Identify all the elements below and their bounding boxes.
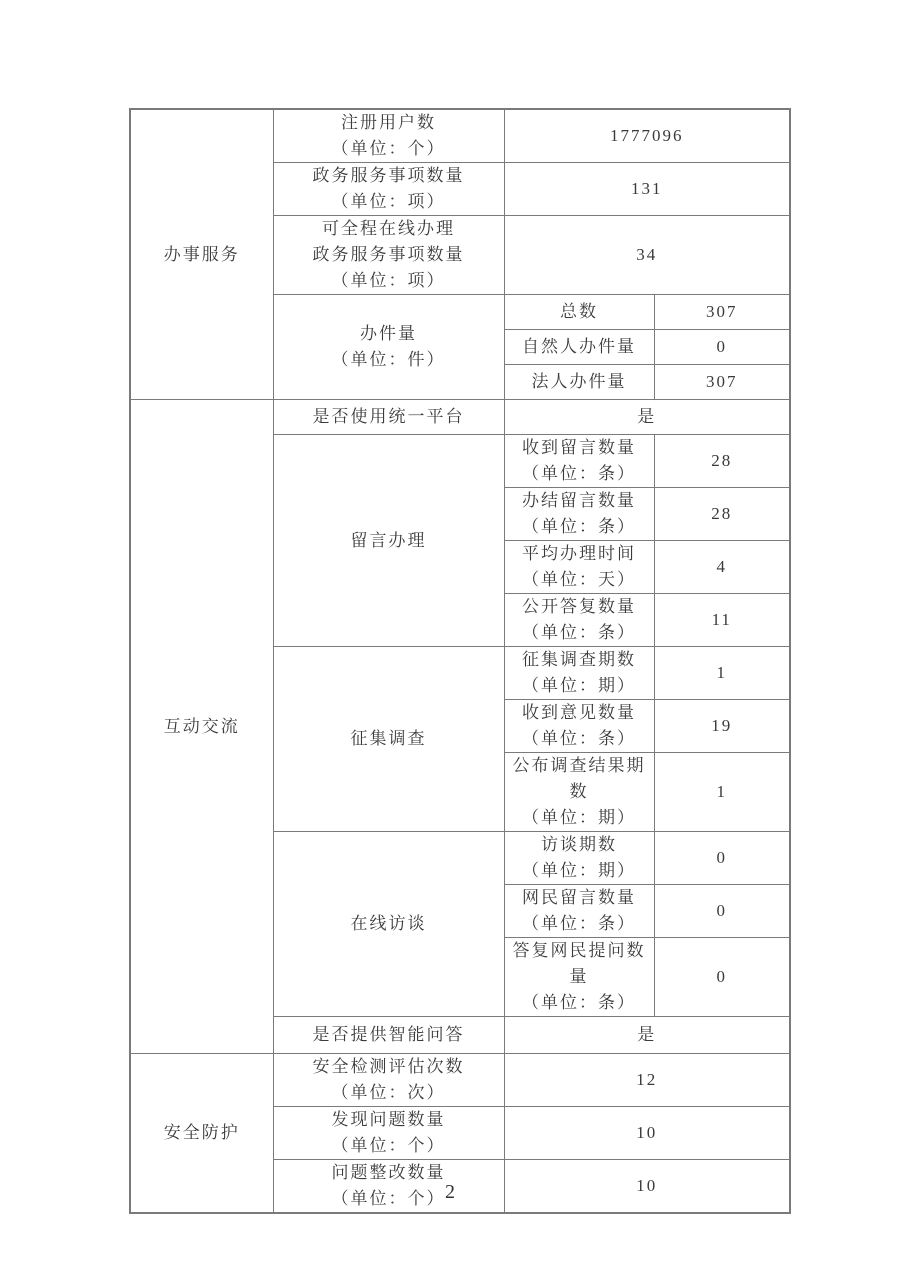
cell-messages-received-label: 收到留言数量 （单位：条） <box>504 435 654 488</box>
group-cell-security: 安全防护 <box>130 1054 273 1214</box>
row-registered-users <box>130 109 790 163</box>
cell-full-online-items-label: 可全程在线办理 政务服务事项数量 （单位：项） <box>273 216 504 295</box>
cell-public-replies-value: 11 <box>654 594 790 647</box>
cell-messages-completed-value: 28 <box>654 488 790 541</box>
cell-case-legal-label: 法人办件量 <box>504 365 654 400</box>
cell-survey-results-label: 公布调查结果期数 （单位：期） <box>504 753 654 832</box>
cell-interview-messages-value: 0 <box>654 885 790 938</box>
cell-security-assessments-value: 12 <box>504 1054 790 1107</box>
cell-interview-label: 在线访谈 <box>273 832 504 1017</box>
cell-survey-opinions-label: 收到意见数量 （单位：条） <box>504 700 654 753</box>
cell-messages-received-value: 28 <box>654 435 790 488</box>
cell-case-volume-label: 办件量 （单位：件） <box>273 295 504 400</box>
cell-registered-users-label: 注册用户数 （单位：个） <box>273 109 504 163</box>
group-cell-interaction: 互动交流 <box>130 400 273 1054</box>
cell-survey-label: 征集调查 <box>273 647 504 832</box>
cell-case-natural-label: 自然人办件量 <box>504 330 654 365</box>
cell-problems-found-label: 发现问题数量 （单位：个） <box>273 1107 504 1160</box>
cell-case-natural-value: 0 <box>654 330 790 365</box>
cell-interview-answers-value: 0 <box>654 938 790 1017</box>
cell-survey-results-value: 1 <box>654 753 790 832</box>
annual-report-table <box>129 108 791 1214</box>
cell-smart-qa-label: 是否提供智能问答 <box>273 1017 504 1054</box>
row-unified-platform <box>130 400 790 435</box>
cell-message-handling-label: 留言办理 <box>273 435 504 647</box>
cell-avg-handling-time-value: 4 <box>654 541 790 594</box>
cell-case-legal-value: 307 <box>654 365 790 400</box>
cell-avg-handling-time-label: 平均办理时间 （单位：天） <box>504 541 654 594</box>
cell-messages-completed-label: 办结留言数量 （单位：条） <box>504 488 654 541</box>
cell-problems-fixed-label: 问题整改数量 （单位：个） <box>273 1160 504 1214</box>
cell-registered-users-value: 1777096 <box>504 109 790 163</box>
cell-public-replies-label: 公开答复数量 （单位：条） <box>504 594 654 647</box>
cell-interview-answers-label: 答复网民提问数量 （单位：条） <box>504 938 654 1017</box>
cell-interview-messages-label: 网民留言数量 （单位：条） <box>504 885 654 938</box>
cell-smart-qa-value: 是 <box>504 1017 790 1054</box>
cell-interview-periods-label: 访谈期数 （单位：期） <box>504 832 654 885</box>
cell-problems-fixed-value: 10 <box>504 1160 790 1214</box>
cell-gov-service-items-label: 政务服务事项数量 （单位：项） <box>273 163 504 216</box>
cell-unified-platform-label: 是否使用统一平台 <box>273 400 504 435</box>
page-number: 2 <box>445 1181 455 1203</box>
cell-case-total-value: 307 <box>654 295 790 330</box>
row-security-assessments <box>130 1054 790 1107</box>
cell-problems-found-value: 10 <box>504 1107 790 1160</box>
cell-full-online-items-value: 34 <box>504 216 790 295</box>
cell-gov-service-items-value: 131 <box>504 163 790 216</box>
group-cell-service: 办事服务 <box>130 109 273 400</box>
cell-unified-platform-value: 是 <box>504 400 790 435</box>
cell-security-assessments-label: 安全检测评估次数 （单位：次） <box>273 1054 504 1107</box>
cell-survey-periods-value: 1 <box>654 647 790 700</box>
cell-survey-opinions-value: 19 <box>654 700 790 753</box>
cell-interview-periods-value: 0 <box>654 832 790 885</box>
cell-case-total-label: 总数 <box>504 295 654 330</box>
cell-survey-periods-label: 征集调查期数 （单位：期） <box>504 647 654 700</box>
report-table-container <box>129 108 791 1214</box>
